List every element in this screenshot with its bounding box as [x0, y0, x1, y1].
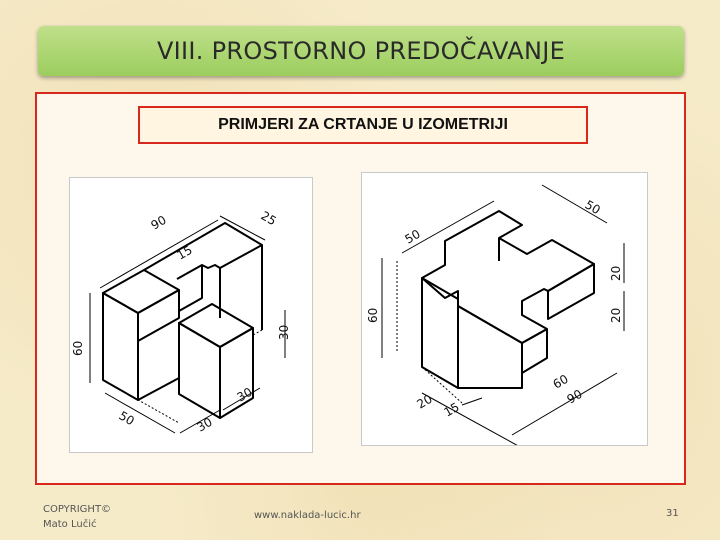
footer-url: www.naklada-lucic.hr	[254, 510, 361, 521]
dim-label: 50	[582, 197, 603, 218]
dim-label: 60	[366, 307, 380, 323]
cube-top-face	[179, 304, 253, 347]
dim-label: 30	[277, 324, 291, 340]
page-number: 31	[666, 508, 679, 519]
t-top-face	[422, 211, 594, 343]
dim-label: 50	[116, 408, 137, 429]
dim-label: 30	[234, 384, 255, 405]
right-drawing-svg	[362, 173, 647, 445]
isometric-drawing-left	[69, 177, 313, 453]
dim-label: 15	[441, 399, 462, 420]
left-top-face	[103, 270, 179, 313]
dim-label: 90	[148, 212, 169, 233]
dim-label: 30	[194, 414, 215, 435]
left-side-face	[138, 290, 179, 341]
slide-subtitle: PRIMJERI ZA CRTANJE U IZOMETRIJI	[218, 116, 508, 133]
slide-title: VIII. PROSTORNO PREDOČAVANJE	[156, 37, 566, 65]
cube-front-face	[179, 323, 220, 418]
dim-label: 90	[564, 386, 585, 407]
footer-copyright	[43, 502, 111, 532]
dim-label: 60	[71, 340, 85, 356]
dim-label: 25	[258, 208, 279, 229]
subtitle-box	[138, 106, 588, 144]
dim-label: 20	[414, 391, 435, 412]
isometric-drawing-right	[361, 172, 648, 446]
copyright-line: COPYRIGHT©	[43, 504, 112, 515]
left-drawing-svg	[70, 178, 312, 452]
author-line: Mato Lučić	[43, 519, 97, 530]
left-front-face	[103, 293, 138, 400]
dim-label: 20	[609, 307, 623, 323]
cube-side-face	[220, 328, 253, 418]
dim-label: 15	[174, 242, 195, 263]
dim-label: 20	[609, 265, 623, 281]
dim-label: 60	[550, 371, 571, 392]
dim-label: 50	[402, 226, 423, 247]
slide-title-bar	[38, 26, 684, 76]
